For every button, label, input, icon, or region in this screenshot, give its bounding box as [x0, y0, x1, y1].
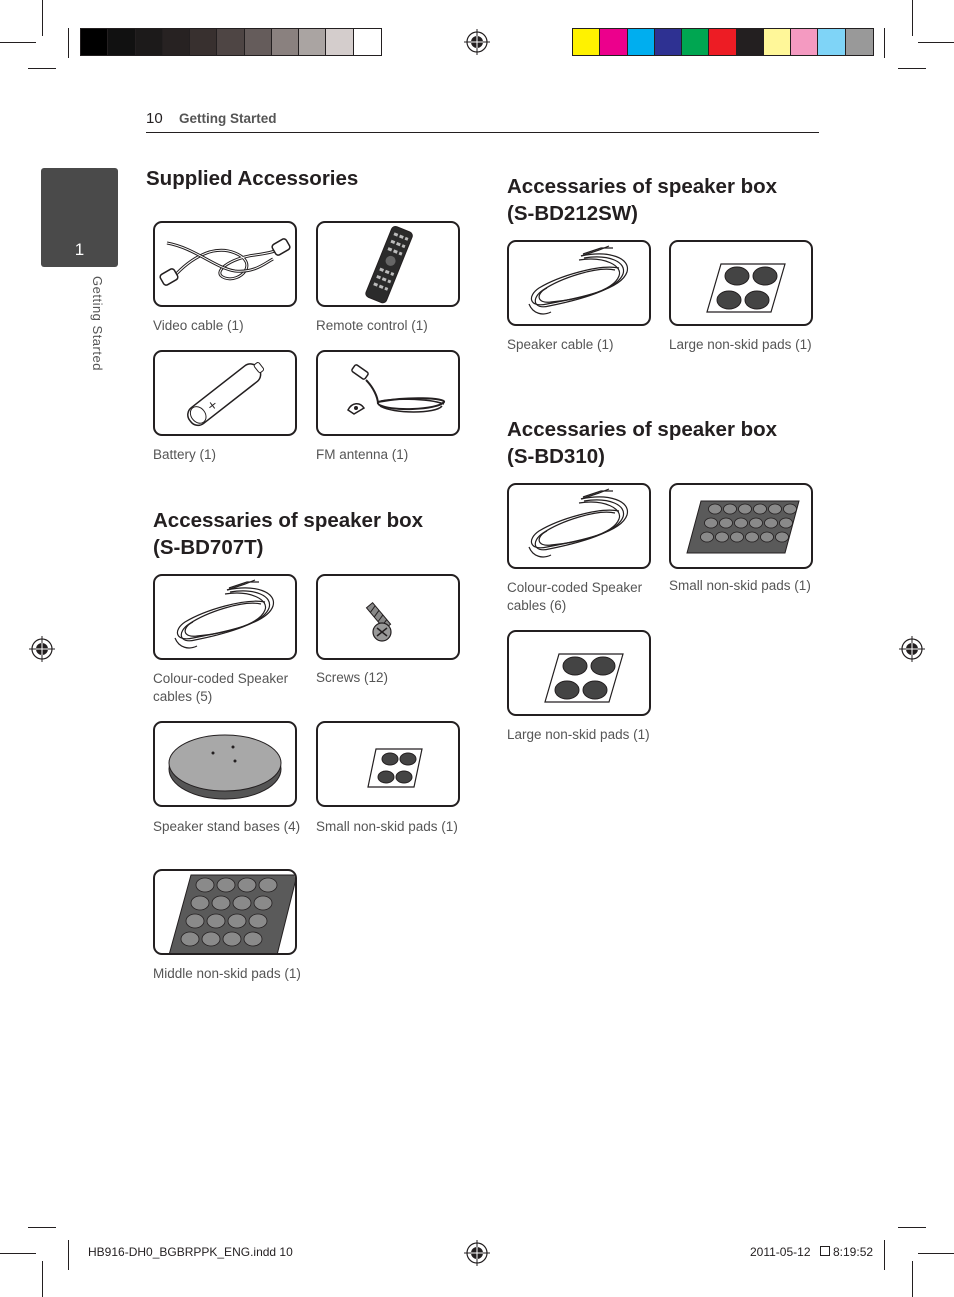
accessory-caption: Colour-coded Speaker cables (6) [507, 580, 643, 613]
running-header-title: Getting Started [179, 111, 277, 126]
screw-icon [318, 576, 458, 658]
registration-mark-icon [464, 29, 490, 55]
battery-icon [155, 352, 295, 434]
pad-dot [202, 932, 220, 946]
pad-dot [207, 914, 225, 928]
accessory-image-box [507, 240, 651, 326]
pad-dot [780, 518, 793, 528]
large-pads-icon [671, 242, 811, 324]
pad-dot [705, 518, 718, 528]
section-title-line: Accessaries of speaker box [507, 418, 778, 441]
accessory-caption: Middle non-skid pads (1) [153, 966, 301, 981]
calibration-swatch [217, 29, 244, 55]
calibration-swatch [846, 29, 873, 55]
calibration-swatch [108, 29, 135, 55]
calibration-swatch [818, 29, 845, 55]
calibration-swatch [737, 29, 764, 55]
pad-dot [244, 932, 262, 946]
pad-dot [191, 896, 209, 910]
pad-dot [709, 504, 722, 514]
pad-dot [769, 504, 782, 514]
calibration-swatch [682, 29, 709, 55]
accessory-image-box [316, 574, 460, 660]
accessory-caption: Screws (12) [316, 670, 389, 685]
crop-mark [912, 0, 913, 36]
accessory-caption: Small non-skid pads (1) [669, 578, 811, 593]
footer-time: 8:19:52 [833, 1245, 874, 1259]
accessory-caption: Large non-skid pads (1) [669, 337, 812, 352]
section-title-model: (S-BD707T) [153, 536, 264, 559]
registration-mark-icon [899, 636, 925, 662]
pad-dot [765, 518, 778, 528]
svg-text:+: + [203, 396, 221, 414]
accessory-image-box [669, 483, 813, 569]
crop-mark [884, 1240, 885, 1270]
section-title-line: Accessaries of speaker box [153, 509, 424, 532]
accessory-image-box [507, 483, 651, 569]
section-title-model: (S-BD310) [507, 445, 605, 468]
crop-mark [0, 1253, 36, 1254]
chapter-tab-number: 1 [74, 240, 85, 259]
accessory-image-box [153, 721, 297, 807]
large-pads-icon [509, 632, 649, 714]
accessory-image-box [153, 869, 297, 955]
calibration-swatch [163, 29, 190, 55]
accessory-caption: Large non-skid pads (1) [507, 727, 650, 742]
remote-control-icon [318, 223, 458, 305]
pad-dot [739, 504, 752, 514]
crop-mark [918, 1253, 954, 1254]
pad-dot [259, 878, 277, 892]
speaker-cable-icon [509, 242, 649, 324]
crop-mark [28, 68, 56, 69]
grayscale-calibration-bar [80, 28, 382, 56]
calibration-swatch [245, 29, 272, 55]
accessory-image-box [316, 221, 460, 307]
accessory-caption: Remote control (1) [316, 318, 428, 333]
pad-dot [754, 504, 767, 514]
pad-dot [735, 518, 748, 528]
section-title-line: Accessaries of speaker box [507, 175, 778, 198]
calibration-swatch [628, 29, 655, 55]
section-title-model: (S-BD212SW) [507, 202, 638, 225]
calibration-swatch [764, 29, 791, 55]
crop-mark [68, 28, 69, 58]
calibration-swatch [791, 29, 818, 55]
speaker-cable-icon [509, 485, 649, 567]
section-title-s-bd310 [507, 416, 777, 470]
calibration-swatch [136, 29, 163, 55]
pad-dot [701, 532, 714, 542]
pad-dot [238, 878, 256, 892]
accessory-caption: Speaker stand bases (4) [153, 819, 301, 834]
pad-dot [212, 896, 230, 910]
pad-dot [228, 914, 246, 928]
calibration-swatch [573, 29, 600, 55]
color-calibration-bar [572, 28, 874, 56]
crop-mark [918, 42, 954, 43]
section-title-s-bd707t [153, 507, 423, 561]
pad-dot [217, 878, 235, 892]
speaker-cable-icon [155, 576, 295, 658]
footer-date: 2011-05-12 [750, 1245, 811, 1259]
pad-dot [724, 504, 737, 514]
accessory-caption: FM antenna (1) [316, 447, 409, 462]
calibration-swatch [299, 29, 326, 55]
pad-dot [223, 932, 241, 946]
accessory-image-box [153, 350, 297, 436]
pad-dot [249, 914, 267, 928]
accessory-caption: Small non-skid pads (1) [316, 819, 458, 834]
pad-dot [761, 532, 774, 542]
accessory-image-box [316, 721, 460, 807]
header-rule [146, 132, 819, 133]
stand-base-icon [155, 723, 295, 805]
accessory-image-box [153, 221, 297, 307]
accessory-caption: Battery (1) [153, 447, 217, 462]
fm-antenna-icon [318, 352, 458, 434]
pad-dot [716, 532, 729, 542]
pad-dot [776, 532, 789, 542]
accessory-caption: Video cable (1) [153, 318, 244, 333]
crop-mark [898, 1227, 926, 1228]
pad-dot [746, 532, 759, 542]
chapter-tab-label: Getting Started [90, 276, 105, 371]
section-title-supplied: Supplied Accessories [146, 167, 359, 190]
calibration-swatch [272, 29, 299, 55]
accessory-image-box [507, 630, 651, 716]
registration-mark-icon [29, 636, 55, 662]
registration-mark-icon [464, 1240, 490, 1266]
crop-mark [42, 1261, 43, 1297]
accessory-image-box [316, 350, 460, 436]
calibration-swatch [190, 29, 217, 55]
footer-time-icon [820, 1245, 832, 1259]
accessory-image-box [669, 240, 813, 326]
calibration-swatch [655, 29, 682, 55]
pad-dot [254, 896, 272, 910]
accessory-caption: Speaker cable (1) [507, 337, 614, 352]
pad-dot [196, 878, 214, 892]
calibration-swatch [709, 29, 736, 55]
middle-pads-icon [155, 871, 295, 953]
pad-dot [186, 914, 204, 928]
pad-dot [720, 518, 733, 528]
crop-mark [898, 68, 926, 69]
pad-dot [731, 532, 744, 542]
accessory-image-box [153, 574, 297, 660]
calibration-swatch [600, 29, 627, 55]
crop-mark [42, 0, 43, 36]
pad-dot [233, 896, 251, 910]
calibration-swatch [326, 29, 353, 55]
section-title-s-bd212sw [507, 173, 777, 227]
crop-mark [0, 42, 36, 43]
small-pads-icon [318, 723, 458, 805]
calibration-swatch [354, 29, 381, 55]
accessory-caption: Colour-coded Speaker cables (5) [153, 671, 289, 704]
page-number: 10 [146, 110, 163, 127]
pad-dot [784, 504, 797, 514]
crop-mark [28, 1227, 56, 1228]
pad-dot [181, 932, 199, 946]
crop-mark [884, 28, 885, 58]
pad-dot [750, 518, 763, 528]
crop-mark [68, 1240, 69, 1270]
crop-mark [912, 1261, 913, 1297]
small-pads-icon [671, 485, 811, 567]
footer-file-name: HB916-DH0_BGBRPPK_ENG.indd 10 [88, 1245, 293, 1259]
calibration-swatch [81, 29, 108, 55]
video-cable-icon [155, 223, 295, 305]
